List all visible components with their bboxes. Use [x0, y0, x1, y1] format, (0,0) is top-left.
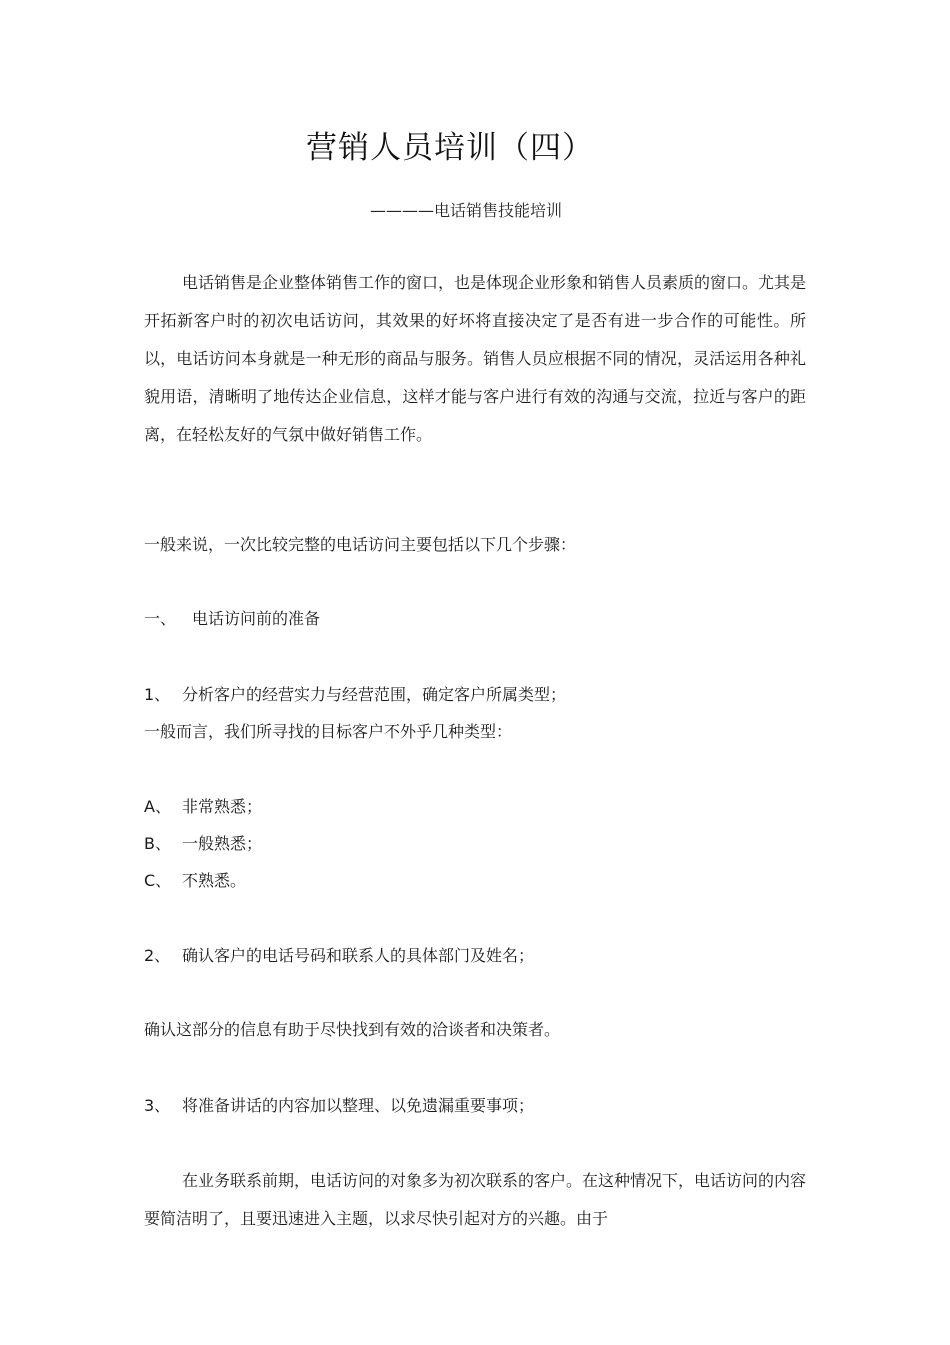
section-text: 电话访问前的准备 [192, 609, 321, 628]
type-item-b [144, 832, 262, 856]
item-2-note: 确认这部分的信息有助于尽快找到有效的洽谈者和决策者。 [144, 1020, 561, 1039]
document-title: 营销人员培训（四） [306, 130, 594, 166]
type-text: 不熟悉。 [182, 871, 247, 890]
list-item-1 [144, 683, 566, 707]
type-marker: A、 [144, 797, 171, 816]
closing-paragraph: 在业务联系前期，电话访问的对象多为初次联系的客户。在这种情况下，电话访问的内容要简洁明了，且要迅速进入主题，以求尽快引起对方的兴趣。由于 [144, 1171, 807, 1228]
item-marker: 2、 [144, 946, 171, 965]
type-item-a [144, 795, 262, 819]
list-item-2 [144, 944, 534, 968]
intro-paragraph: 电话销售是企业整体销售工作的窗口，也是体现企业形象和销售人员素质的窗口。尤其是开拓新客户时的初次电话访问，其效果的好坏将直接决定了是否有进一步合作的可能性。所以，电话访问本身就是一种无形的商品与服务。销售人员应根据不同的情况，灵活运用各种礼貌用语，清晰明了地传达企业信息，这样才能与客户进行有效的沟通与交流，拉近与客户的距离，在轻松友好的气氛中做好销售工作。 [144, 273, 807, 444]
section-marker: 一、 [144, 609, 177, 628]
type-marker: C、 [144, 871, 172, 890]
document-subtitle: ————电话销售技能培训 [370, 201, 563, 220]
list-item-3 [144, 1094, 534, 1118]
type-text: 一般熟悉； [182, 834, 263, 853]
type-marker: B、 [144, 834, 171, 853]
item-text: 确认客户的电话号码和联系人的具体部门及姓名； [182, 946, 535, 965]
item-text: 将准备讲话的内容加以整理、以免遗漏重要事项； [182, 1096, 535, 1115]
item-1-note: 一般而言，我们所寻找的目标客户不外乎几种类型： [144, 722, 513, 741]
item-marker: 3、 [144, 1096, 171, 1115]
item-text: 分析客户的经营实力与经营范围，确定客户所属类型； [182, 685, 567, 704]
type-text: 非常熟悉； [182, 797, 263, 816]
type-item-c [144, 869, 246, 893]
section-heading-1 [144, 607, 320, 631]
item-marker: 1、 [144, 685, 171, 704]
steps-intro: 一般来说，一次比较完整的电话访问主要包括以下几个步骤： [144, 535, 577, 554]
